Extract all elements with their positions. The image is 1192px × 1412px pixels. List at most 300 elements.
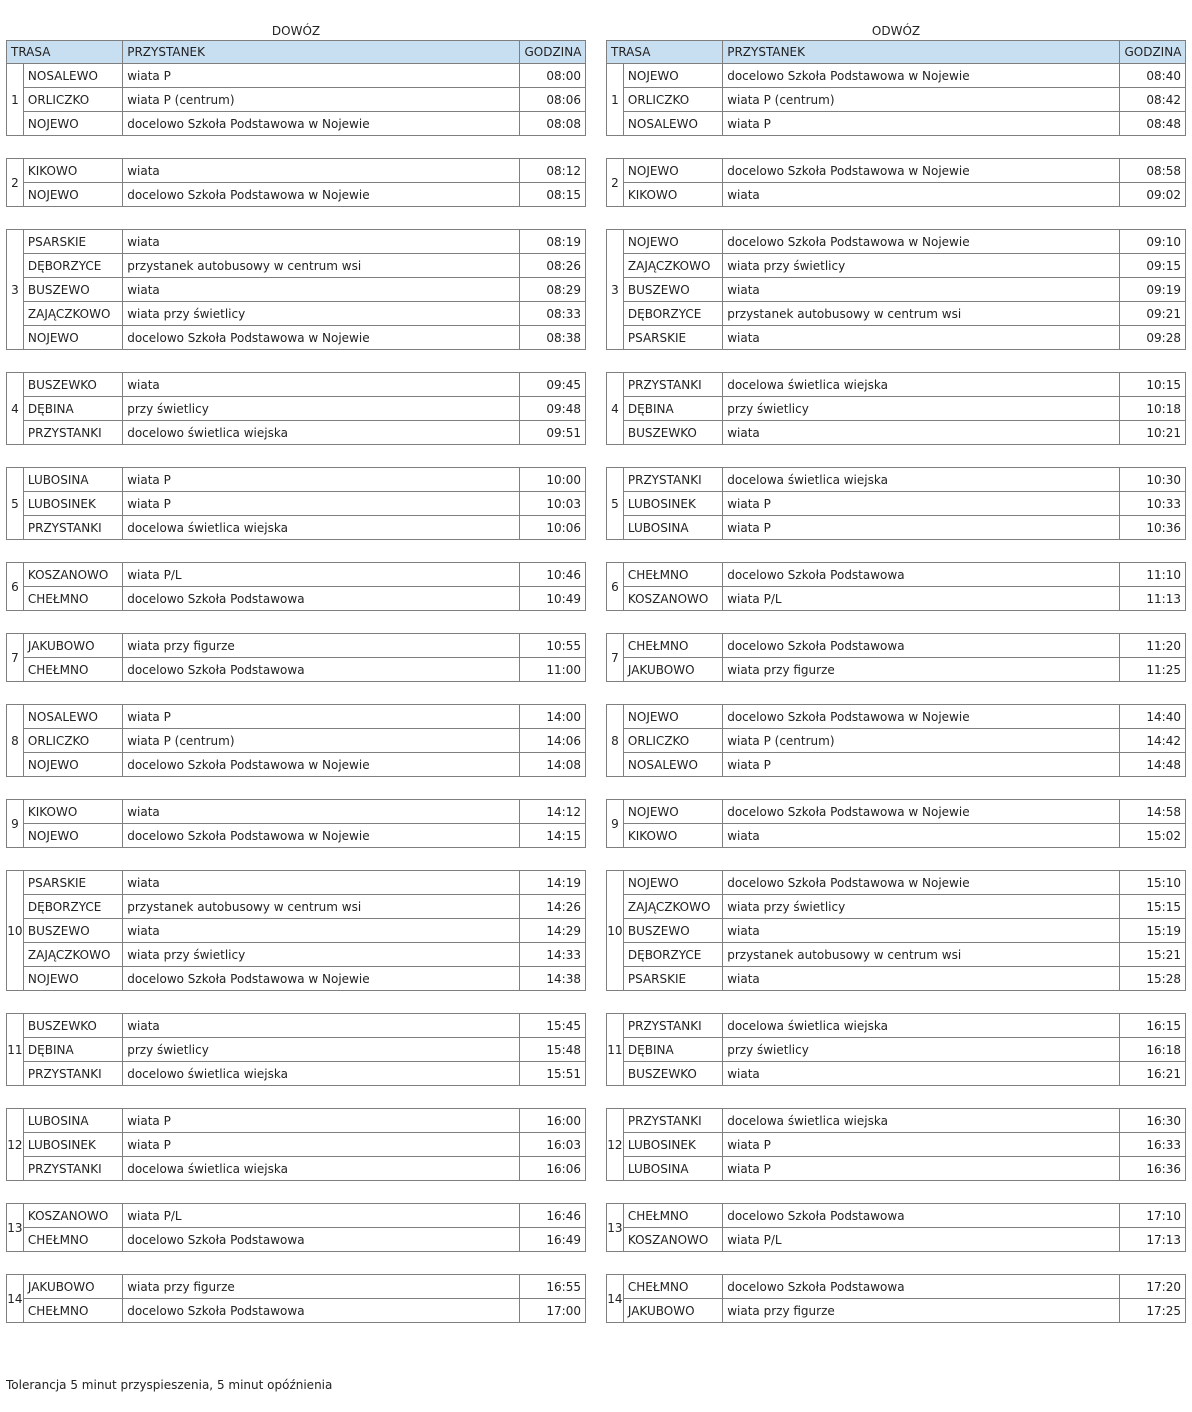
table-row — [607, 800, 1186, 824]
stop-time: 08:40 — [1120, 64, 1186, 88]
table-row — [7, 967, 586, 991]
table-row — [7, 919, 586, 943]
stop-time: 11:20 — [1120, 634, 1186, 658]
stop-time: 08:12 — [520, 159, 586, 183]
stop-description: wiata P (centrum) — [123, 729, 520, 753]
stop-time: 14:40 — [1120, 705, 1186, 729]
dowoz-header-row — [7, 41, 586, 64]
table-row — [607, 753, 1186, 777]
table-row — [607, 587, 1186, 611]
table-row — [607, 1275, 1186, 1299]
stop-time: 10:55 — [520, 634, 586, 658]
place-name: LUBOSINA — [623, 1157, 722, 1181]
table-row — [607, 278, 1186, 302]
place-name: CHEŁMNO — [23, 1228, 122, 1252]
place-name: ORLICZKO — [623, 88, 722, 112]
route-gap-cell — [7, 611, 586, 634]
stop-time: 08:19 — [520, 230, 586, 254]
stop-description: docelowo Szkoła Podstawowa w Nojewie — [723, 230, 1120, 254]
table-row — [7, 159, 586, 183]
route-gap-cell — [7, 540, 586, 563]
stop-time: 09:45 — [520, 373, 586, 397]
route-gap-cell — [7, 1252, 586, 1275]
stop-description: docelowo Szkoła Podstawowa w Nojewie — [123, 753, 520, 777]
route-number: 14 — [607, 1275, 624, 1323]
route-number: 12 — [607, 1109, 624, 1181]
place-name: CHEŁMNO — [23, 1299, 122, 1323]
stop-time: 09:21 — [1120, 302, 1186, 326]
dowoz-section — [6, 22, 586, 1323]
route-number: 9 — [607, 800, 624, 848]
table-row — [607, 112, 1186, 136]
place-name: ZAJĄCZKOWO — [23, 302, 122, 326]
stop-description: wiata — [723, 183, 1120, 207]
route-gap-cell — [607, 136, 1186, 159]
stop-description: wiata przy figurze — [123, 634, 520, 658]
route-number: 5 — [7, 468, 24, 540]
odwoz-table — [606, 40, 1186, 1323]
place-name: DĘBINA — [623, 397, 722, 421]
route-gap — [7, 350, 586, 373]
route-gap — [7, 777, 586, 800]
stop-time: 15:10 — [1120, 871, 1186, 895]
stop-time: 09:48 — [520, 397, 586, 421]
stop-time: 09:10 — [1120, 230, 1186, 254]
stop-description: wiata P (centrum) — [723, 729, 1120, 753]
route-number: 6 — [607, 563, 624, 611]
route-gap-cell — [7, 682, 586, 705]
place-name: ORLICZKO — [623, 729, 722, 753]
route-gap — [607, 445, 1186, 468]
place-name: KIKOWO — [23, 800, 122, 824]
dowoz-table-body — [7, 64, 586, 1323]
stop-description: docelowo Szkoła Podstawowa w Nojewie — [123, 112, 520, 136]
table-row — [7, 302, 586, 326]
table-row — [607, 230, 1186, 254]
stop-time: 16:06 — [520, 1157, 586, 1181]
stop-description: docelowa świetlica wiejska — [723, 468, 1120, 492]
table-row — [7, 1157, 586, 1181]
stop-time: 09:51 — [520, 421, 586, 445]
route-gap-cell — [607, 611, 1186, 634]
stop-time: 08:29 — [520, 278, 586, 302]
stop-description: wiata P — [123, 705, 520, 729]
stop-description: przystanek autobusowy w centrum wsi — [123, 254, 520, 278]
place-name: DĘBORZYCE — [23, 895, 122, 919]
place-name: JAKUBOWO — [623, 1299, 722, 1323]
table-row — [7, 634, 586, 658]
stop-time: 16:00 — [520, 1109, 586, 1133]
stop-description: docelowa świetlica wiejska — [723, 1109, 1120, 1133]
table-row — [7, 421, 586, 445]
stop-time: 16:21 — [1120, 1062, 1186, 1086]
table-row — [7, 88, 586, 112]
place-name: LUBOSINEK — [623, 1133, 722, 1157]
place-name: BUSZEWO — [623, 919, 722, 943]
stop-description: wiata P — [723, 1133, 1120, 1157]
place-name: CHEŁMNO — [623, 634, 722, 658]
table-row — [607, 1299, 1186, 1323]
stop-time: 15:51 — [520, 1062, 586, 1086]
table-row — [7, 1299, 586, 1323]
table-row — [7, 1038, 586, 1062]
stop-description: docelowo Szkoła Podstawowa w Nojewie — [723, 159, 1120, 183]
place-name: LUBOSINA — [23, 1109, 122, 1133]
place-name: LUBOSINA — [623, 516, 722, 540]
table-row — [7, 326, 586, 350]
place-name: PRZYSTANKI — [23, 1062, 122, 1086]
stop-description: docelowo Szkoła Podstawowa w Nojewie — [723, 800, 1120, 824]
stop-description: wiata przy figurze — [723, 658, 1120, 682]
stop-time: 14:12 — [520, 800, 586, 824]
stop-time: 11:25 — [1120, 658, 1186, 682]
stop-description: przy świetlicy — [123, 397, 520, 421]
place-name: NOJEWO — [23, 112, 122, 136]
stop-description: wiata — [123, 278, 520, 302]
place-name: NOSALEWO — [623, 753, 722, 777]
table-row — [7, 800, 586, 824]
place-name: NOJEWO — [23, 326, 122, 350]
stop-description: wiata P — [123, 1109, 520, 1133]
route-gap-cell — [607, 991, 1186, 1014]
route-gap — [607, 1086, 1186, 1109]
header-godzina: GODZINA — [520, 41, 586, 64]
stop-description: wiata — [723, 1062, 1120, 1086]
table-row — [7, 397, 586, 421]
place-name: NOJEWO — [623, 800, 722, 824]
stop-time: 15:48 — [520, 1038, 586, 1062]
table-row — [7, 943, 586, 967]
stop-description: wiata — [123, 373, 520, 397]
stop-description: wiata P/L — [123, 1204, 520, 1228]
table-row — [7, 871, 586, 895]
header-godzina: GODZINA — [1120, 41, 1186, 64]
dowoz-title: DOWÓZ — [271, 24, 321, 38]
table-row — [7, 468, 586, 492]
stop-time: 10:15 — [1120, 373, 1186, 397]
stop-description: docelowo świetlica wiejska — [123, 1062, 520, 1086]
table-row — [607, 254, 1186, 278]
place-name: CHEŁMNO — [623, 1275, 722, 1299]
place-name: BUSZEWKO — [23, 373, 122, 397]
odwoz-title: ODWÓZ — [871, 24, 921, 38]
stop-time: 08:08 — [520, 112, 586, 136]
route-gap-cell — [607, 1086, 1186, 1109]
stop-time: 08:26 — [520, 254, 586, 278]
stop-time: 14:19 — [520, 871, 586, 895]
route-gap-cell — [7, 848, 586, 871]
stop-description: przystanek autobusowy w centrum wsi — [723, 943, 1120, 967]
place-name: JAKUBOWO — [23, 634, 122, 658]
route-number: 5 — [607, 468, 624, 540]
route-gap-cell — [607, 682, 1186, 705]
table-row — [7, 824, 586, 848]
route-number: 14 — [7, 1275, 24, 1323]
stop-description: przy świetlicy — [723, 397, 1120, 421]
stop-time: 09:02 — [1120, 183, 1186, 207]
stop-description: wiata — [723, 278, 1120, 302]
route-gap — [7, 848, 586, 871]
place-name: NOJEWO — [23, 967, 122, 991]
table-row — [7, 705, 586, 729]
stop-description: docelowo Szkoła Podstawowa — [723, 1275, 1120, 1299]
stop-description: przy świetlicy — [123, 1038, 520, 1062]
stop-time: 15:21 — [1120, 943, 1186, 967]
stop-time: 14:38 — [520, 967, 586, 991]
stop-time: 16:30 — [1120, 1109, 1186, 1133]
place-name: BUSZEWO — [23, 278, 122, 302]
route-number: 2 — [7, 159, 24, 207]
stop-time: 14:06 — [520, 729, 586, 753]
place-name: DĘBINA — [623, 1038, 722, 1062]
route-number: 10 — [607, 871, 624, 991]
route-number: 1 — [7, 64, 24, 136]
dowoz-table — [6, 40, 586, 1323]
stop-description: wiata przy świetlicy — [723, 895, 1120, 919]
stop-description: docelowa świetlica wiejska — [723, 373, 1120, 397]
stop-time: 10:49 — [520, 587, 586, 611]
stop-description: wiata P — [723, 516, 1120, 540]
table-row — [607, 1109, 1186, 1133]
route-gap-cell — [607, 540, 1186, 563]
stop-description: wiata P/L — [123, 563, 520, 587]
table-row — [607, 705, 1186, 729]
place-name: ZAJĄCZKOWO — [623, 895, 722, 919]
route-gap-cell — [607, 1181, 1186, 1204]
stop-time: 10:00 — [520, 468, 586, 492]
table-row — [607, 326, 1186, 350]
stop-time: 14:29 — [520, 919, 586, 943]
table-row — [7, 1109, 586, 1133]
place-name: DĘBINA — [23, 397, 122, 421]
route-gap — [7, 136, 586, 159]
place-name: NOSALEWO — [23, 64, 122, 88]
stop-description: docelowa świetlica wiejska — [723, 1014, 1120, 1038]
stop-description: wiata przy świetlicy — [123, 302, 520, 326]
stop-time: 16:33 — [1120, 1133, 1186, 1157]
route-gap — [7, 1252, 586, 1275]
route-number: 7 — [7, 634, 24, 682]
route-gap-cell — [7, 350, 586, 373]
table-row — [7, 1204, 586, 1228]
place-name: PSARSKIE — [623, 967, 722, 991]
stop-time: 15:15 — [1120, 895, 1186, 919]
stop-time: 15:28 — [1120, 967, 1186, 991]
route-gap — [7, 1086, 586, 1109]
place-name: KIKOWO — [23, 159, 122, 183]
route-gap-cell — [7, 1181, 586, 1204]
route-gap-cell — [7, 136, 586, 159]
table-row — [607, 919, 1186, 943]
place-name: ORLICZKO — [23, 88, 122, 112]
stop-time: 08:33 — [520, 302, 586, 326]
stop-description: docelowo Szkoła Podstawowa w Nojewie — [123, 183, 520, 207]
place-name: JAKUBOWO — [23, 1275, 122, 1299]
route-gap-cell — [607, 350, 1186, 373]
stop-time: 10:03 — [520, 492, 586, 516]
table-row — [7, 1228, 586, 1252]
stop-description: wiata P (centrum) — [723, 88, 1120, 112]
stop-description: docelowo Szkoła Podstawowa — [123, 587, 520, 611]
table-row — [607, 1038, 1186, 1062]
stop-description: docelowa świetlica wiejska — [123, 516, 520, 540]
stop-description: wiata P/L — [723, 587, 1120, 611]
stop-time: 14:26 — [520, 895, 586, 919]
stop-time: 15:19 — [1120, 919, 1186, 943]
stop-time: 08:38 — [520, 326, 586, 350]
place-name: KOSZANOWO — [623, 1228, 722, 1252]
table-row — [7, 183, 586, 207]
route-gap-cell — [7, 207, 586, 230]
place-name: NOJEWO — [23, 824, 122, 848]
place-name: PRZYSTANKI — [23, 1157, 122, 1181]
route-gap-cell — [607, 445, 1186, 468]
stop-description: docelowo Szkoła Podstawowa — [723, 563, 1120, 587]
route-gap — [7, 540, 586, 563]
table-row — [607, 967, 1186, 991]
table-row — [607, 871, 1186, 895]
stop-time: 09:19 — [1120, 278, 1186, 302]
route-number: 11 — [607, 1014, 624, 1086]
stop-time: 17:20 — [1120, 1275, 1186, 1299]
stop-time: 14:08 — [520, 753, 586, 777]
place-name: NOJEWO — [623, 64, 722, 88]
stop-description: docelowo Szkoła Podstawowa — [123, 1299, 520, 1323]
route-number: 1 — [607, 64, 624, 136]
place-name: KOSZANOWO — [623, 587, 722, 611]
stop-description: wiata P — [723, 492, 1120, 516]
stop-description: docelowo Szkoła Podstawowa — [723, 634, 1120, 658]
stop-description: docelowo Szkoła Podstawowa — [723, 1204, 1120, 1228]
table-row — [7, 729, 586, 753]
stop-time: 16:49 — [520, 1228, 586, 1252]
table-row — [7, 587, 586, 611]
table-row — [607, 64, 1186, 88]
route-gap — [607, 682, 1186, 705]
stop-description: wiata — [123, 871, 520, 895]
stop-time: 16:18 — [1120, 1038, 1186, 1062]
stop-time: 16:03 — [520, 1133, 586, 1157]
stop-time: 14:15 — [520, 824, 586, 848]
stop-description: docelowa świetlica wiejska — [123, 1157, 520, 1181]
stop-time: 16:15 — [1120, 1014, 1186, 1038]
route-gap — [7, 991, 586, 1014]
table-row — [7, 895, 586, 919]
route-number: 12 — [7, 1109, 24, 1181]
place-name: LUBOSINA — [23, 468, 122, 492]
route-gap — [607, 611, 1186, 634]
route-number: 3 — [7, 230, 24, 350]
stop-description: wiata przy świetlicy — [723, 254, 1120, 278]
stop-time: 08:58 — [1120, 159, 1186, 183]
stop-time: 16:46 — [520, 1204, 586, 1228]
table-row — [7, 492, 586, 516]
stop-time: 14:58 — [1120, 800, 1186, 824]
table-row — [607, 729, 1186, 753]
place-name: NOSALEWO — [623, 112, 722, 136]
stop-time: 10:18 — [1120, 397, 1186, 421]
stop-description: wiata P — [123, 468, 520, 492]
stop-description: przystanek autobusowy w centrum wsi — [723, 302, 1120, 326]
table-row — [7, 278, 586, 302]
route-number: 3 — [607, 230, 624, 350]
table-row — [607, 159, 1186, 183]
stop-description: docelowo Szkoła Podstawowa w Nojewie — [723, 705, 1120, 729]
route-number: 9 — [7, 800, 24, 848]
place-name: NOJEWO — [23, 753, 122, 777]
stop-time: 10:33 — [1120, 492, 1186, 516]
table-row — [7, 1014, 586, 1038]
stop-description: wiata P/L — [723, 1228, 1120, 1252]
route-gap-cell — [7, 991, 586, 1014]
place-name: LUBOSINEK — [623, 492, 722, 516]
stop-time: 17:13 — [1120, 1228, 1186, 1252]
route-number: 2 — [607, 159, 624, 207]
stop-description: wiata — [123, 1014, 520, 1038]
place-name: NOJEWO — [623, 705, 722, 729]
place-name: PRZYSTANKI — [23, 421, 122, 445]
stop-time: 15:45 — [520, 1014, 586, 1038]
stop-description: wiata P — [723, 112, 1120, 136]
place-name: KOSZANOWO — [23, 1204, 122, 1228]
route-gap-cell — [7, 445, 586, 468]
place-name: BUSZEWKO — [623, 1062, 722, 1086]
table-row — [607, 634, 1186, 658]
stop-description: docelowo Szkoła Podstawowa w Nojewie — [123, 326, 520, 350]
table-row — [7, 516, 586, 540]
table-row — [7, 64, 586, 88]
stop-time: 16:55 — [520, 1275, 586, 1299]
place-name: LUBOSINEK — [23, 1133, 122, 1157]
place-name: NOJEWO — [623, 230, 722, 254]
stop-time: 08:00 — [520, 64, 586, 88]
place-name: BUSZEWKO — [623, 421, 722, 445]
table-row — [607, 183, 1186, 207]
place-name: PRZYSTANKI — [623, 468, 722, 492]
stop-description: wiata — [123, 230, 520, 254]
stop-time: 10:21 — [1120, 421, 1186, 445]
route-gap — [607, 1252, 1186, 1275]
place-name: NOJEWO — [23, 183, 122, 207]
table-row — [607, 1014, 1186, 1038]
stop-time: 17:00 — [520, 1299, 586, 1323]
stop-description: wiata — [723, 967, 1120, 991]
route-gap-cell — [7, 777, 586, 800]
odwoz-section — [606, 22, 1186, 1323]
table-row — [7, 563, 586, 587]
route-gap-cell — [607, 777, 1186, 800]
table-row — [607, 421, 1186, 445]
stop-description: wiata — [723, 919, 1120, 943]
table-row — [607, 397, 1186, 421]
place-name: PSARSKIE — [23, 871, 122, 895]
place-name: NOJEWO — [623, 159, 722, 183]
place-name: LUBOSINEK — [23, 492, 122, 516]
route-number: 13 — [607, 1204, 624, 1252]
stop-description: wiata P — [123, 1133, 520, 1157]
stop-description: docelowo świetlica wiejska — [123, 421, 520, 445]
stop-description: docelowo Szkoła Podstawowa — [123, 658, 520, 682]
table-row — [607, 1228, 1186, 1252]
table-row — [607, 658, 1186, 682]
stop-time: 10:36 — [1120, 516, 1186, 540]
table-row — [607, 1157, 1186, 1181]
stop-description: docelowo Szkoła Podstawowa w Nojewie — [723, 871, 1120, 895]
table-row — [607, 302, 1186, 326]
stop-time: 11:10 — [1120, 563, 1186, 587]
table-row — [7, 658, 586, 682]
route-gap-cell — [607, 207, 1186, 230]
